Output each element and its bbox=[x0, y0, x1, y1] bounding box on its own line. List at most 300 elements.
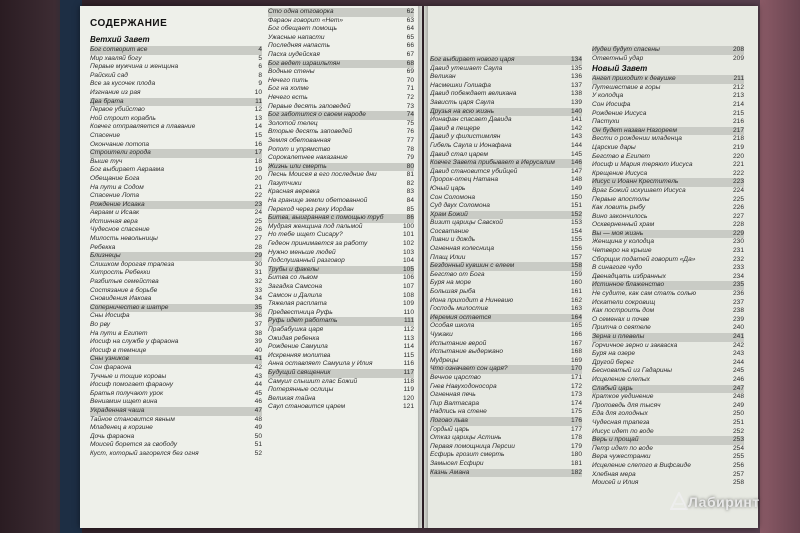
toc-entry-title: Последняя напасть bbox=[268, 42, 330, 50]
toc-entry bbox=[430, 469, 582, 478]
toc-entry-page: 68 bbox=[406, 59, 414, 67]
toc-entry-title: Испытание верой bbox=[430, 339, 487, 347]
toc-entry-page: 227 bbox=[732, 212, 744, 220]
toc-entry bbox=[592, 178, 744, 187]
toc-entry-title: Пророк-отец Натана bbox=[430, 176, 498, 184]
toc-entry-page: 134 bbox=[570, 56, 582, 63]
toc-entry-title: Зависть царя Саула bbox=[430, 98, 495, 106]
toc-entry-page: 234 bbox=[732, 272, 744, 280]
toc-entry bbox=[592, 419, 744, 428]
toc-entry-page: 159 bbox=[570, 270, 582, 278]
toc-entry bbox=[430, 305, 582, 314]
toc-entry bbox=[90, 433, 262, 442]
toc-entry-title: Загадка Самсона bbox=[268, 283, 323, 290]
toc-entry-page: 171 bbox=[570, 373, 582, 381]
toc-entry-page: 5 bbox=[258, 54, 262, 62]
toc-entry-page: 117 bbox=[403, 368, 414, 376]
toc-entry-page: 211 bbox=[733, 75, 744, 83]
toc-entry-page: 217 bbox=[732, 126, 744, 134]
toc-entry bbox=[592, 221, 744, 230]
toc-entry bbox=[90, 364, 262, 373]
toc-entry-title: Бог на холме bbox=[268, 85, 309, 93]
toc-entry-page: 50 bbox=[254, 432, 262, 440]
toc-entry-page: 169 bbox=[570, 356, 582, 364]
toc-entry-title: Саул становится царем bbox=[268, 403, 346, 411]
toc-entry-page: 63 bbox=[406, 16, 414, 24]
toc-entry-page: 221 bbox=[732, 161, 744, 169]
toc-entry-page: 149 bbox=[570, 184, 582, 192]
toc-entry bbox=[268, 51, 414, 60]
toc-entry bbox=[430, 125, 582, 134]
toc-entry bbox=[90, 381, 262, 390]
toc-entry-page: 172 bbox=[570, 382, 582, 390]
toc-entry-title: Ответный удар bbox=[592, 54, 644, 62]
toc-entry bbox=[268, 197, 414, 206]
toc-entry bbox=[430, 426, 582, 435]
toc-entry-title: Потерянные ослицы bbox=[268, 386, 334, 394]
toc-entry-title: Не судите, как сам стать солью bbox=[592, 290, 697, 298]
toc-entry-title: Он будет назван Назореем bbox=[592, 126, 678, 134]
toc-entry-page: 249 bbox=[732, 401, 744, 409]
toc-entry-title: Петр идет по воде bbox=[592, 444, 653, 452]
toc-entry-title: Бог сотворит все bbox=[90, 46, 148, 53]
toc-entry-page: 44 bbox=[254, 381, 262, 389]
toc-entry bbox=[268, 128, 414, 137]
toc-entry-title: Краткое уединение bbox=[592, 393, 654, 401]
toc-entry bbox=[90, 201, 262, 210]
toc-entry-page: 112 bbox=[403, 325, 414, 333]
toc-entry bbox=[592, 281, 744, 290]
toc-entry-page: 14 bbox=[254, 123, 262, 131]
toc-entry-title: Исцеление слепого в Вифсаиде bbox=[592, 461, 691, 469]
toc-entry-page: 20 bbox=[254, 174, 262, 182]
toc-entry-title: Давид в пещере bbox=[430, 124, 481, 132]
toc-entry-page: 248 bbox=[732, 393, 744, 401]
toc-entry bbox=[90, 407, 262, 416]
toc-entry-page: 38 bbox=[254, 329, 262, 337]
toc-entry-page: 174 bbox=[570, 399, 582, 407]
toc-entry-title: Сны узников bbox=[90, 355, 129, 363]
toc-entry-title: Трубы и факелы bbox=[268, 265, 319, 273]
toc-entry-title: Сорокалетнее наказание bbox=[268, 154, 348, 162]
toc-entry-page: 224 bbox=[732, 186, 744, 194]
toc-entry-title: Замысел Есфири bbox=[430, 459, 484, 467]
toc-entry-title: Песнь Моисея в его последние дни bbox=[268, 171, 377, 179]
toc-entry-page: 151 bbox=[570, 202, 582, 210]
toc-entry bbox=[268, 103, 414, 112]
toc-entry bbox=[90, 89, 262, 98]
toc-entry bbox=[430, 460, 582, 469]
toc-entry-title: Первое убийство bbox=[90, 106, 145, 114]
toc-entry-page: 81 bbox=[406, 171, 414, 179]
toc-entry bbox=[268, 206, 414, 215]
toc-entry-page: 140 bbox=[570, 107, 582, 115]
toc-entry-page: 240 bbox=[732, 324, 744, 332]
toc-entry-page: 47 bbox=[254, 406, 262, 414]
toc-entry-title: Сто одна отговорка bbox=[268, 8, 334, 15]
toc-entry-page: 150 bbox=[570, 193, 582, 201]
toc-entry-title: Давид у филистимлян bbox=[430, 133, 501, 141]
toc-entry bbox=[268, 335, 414, 344]
toc-entry-title: Огненная печь bbox=[430, 391, 476, 399]
toc-entry-page: 254 bbox=[732, 444, 744, 452]
toc-entry-page: 222 bbox=[732, 169, 744, 177]
toc-entry-title: Как построить дом bbox=[592, 307, 655, 315]
toc-entry-title: Соперничество в шатре bbox=[90, 303, 169, 311]
toc-entry bbox=[592, 84, 744, 93]
toc-entry-title: Бог выбирает нового царя bbox=[430, 56, 515, 63]
toc-entry-title: Бог выбирает Авраама bbox=[90, 166, 164, 174]
toc-entry-page: 228 bbox=[732, 221, 744, 229]
toc-entry bbox=[430, 211, 582, 220]
toc-entry-page: 76 bbox=[406, 128, 414, 136]
book-gutter-shadow bbox=[418, 6, 428, 528]
toc-entry bbox=[592, 135, 744, 144]
toc-entry-title: Иосиф в темнице bbox=[90, 346, 147, 354]
toc-entry bbox=[268, 257, 414, 266]
toc-entry-page: 77 bbox=[406, 136, 414, 144]
labyrinth-logo-icon bbox=[670, 492, 688, 510]
toc-entry-title: Суд двух Соломона bbox=[430, 202, 490, 210]
toc-entry bbox=[90, 312, 262, 321]
toc-entry bbox=[592, 256, 744, 265]
toc-entry-page: 83 bbox=[406, 188, 414, 196]
toc-entry-title: Близнецы bbox=[90, 252, 121, 260]
toc-entry-page: 208 bbox=[732, 46, 744, 53]
toc-entry-title: Красная веревка bbox=[268, 188, 320, 196]
toc-entry-title: Вечное царство bbox=[430, 373, 481, 381]
toc-entry-title: Рождение Исаака bbox=[90, 200, 145, 208]
toc-entry bbox=[430, 194, 582, 203]
toc-entry-page: 144 bbox=[570, 141, 582, 149]
toc-entry bbox=[592, 445, 744, 454]
toc-entry-title: Храм Божий bbox=[430, 210, 468, 218]
toc-entry-page: 141 bbox=[570, 116, 582, 124]
toc-entry bbox=[592, 75, 744, 84]
toc-entry-page: 173 bbox=[570, 391, 582, 399]
toc-entry bbox=[268, 231, 414, 240]
toc-entry-title: Пасха иудейская bbox=[268, 50, 320, 58]
toc-entry-page: 220 bbox=[732, 152, 744, 160]
toc-entry-title: Оскверненный храм bbox=[592, 221, 655, 229]
toc-entry-title: Состязание в борьбе bbox=[90, 286, 158, 294]
toc-entry bbox=[90, 123, 262, 132]
toc-entry-page: 239 bbox=[732, 315, 744, 323]
toc-entry-title: Ребекка bbox=[90, 243, 116, 251]
toc-entry-title: Великан bbox=[430, 73, 456, 81]
toc-entry-title: У колодца bbox=[592, 92, 624, 100]
toc-entry-page: 247 bbox=[732, 384, 744, 392]
toc-entry-page: 177 bbox=[570, 425, 582, 433]
toc-entry bbox=[90, 390, 262, 399]
toc-entry bbox=[430, 176, 582, 185]
toc-entry bbox=[90, 355, 262, 364]
toc-entry bbox=[268, 111, 414, 120]
toc-entry-page: 142 bbox=[570, 124, 582, 132]
toc-entry-title: Прабабушка царя bbox=[268, 325, 324, 333]
toc-entry bbox=[592, 170, 744, 179]
toc-entry bbox=[430, 99, 582, 108]
toc-entry bbox=[90, 252, 262, 261]
toc-entry-page: 105 bbox=[402, 265, 414, 273]
toc-entry-page: 10 bbox=[254, 88, 262, 96]
toc-entry bbox=[90, 184, 262, 193]
toc-entry-title: Вы — моя жизнь bbox=[592, 229, 644, 237]
toc-entry bbox=[430, 417, 582, 426]
toc-entry-title: Золотой телец bbox=[268, 119, 318, 127]
toc-entry bbox=[430, 365, 582, 374]
toc-entry bbox=[430, 168, 582, 177]
right-column-1 bbox=[430, 56, 582, 477]
toc-entry bbox=[268, 163, 414, 172]
toc-entry-page: 84 bbox=[406, 197, 414, 205]
toc-entry bbox=[268, 137, 414, 146]
toc-entry bbox=[592, 247, 744, 256]
toc-entry-title: Первые десять заповедей bbox=[268, 102, 351, 110]
toc-entry-title: Проповедь для тысяч bbox=[592, 401, 661, 409]
toc-entry-page: 116 bbox=[403, 360, 414, 368]
toc-entry-page: 167 bbox=[570, 339, 582, 347]
toc-entry-title: Иисус идет по воде bbox=[592, 427, 654, 435]
toc-entry-page: 182 bbox=[570, 468, 582, 476]
toc-entry-title: Бездонный кувшин с елеем bbox=[430, 262, 515, 270]
toc-entry bbox=[592, 144, 744, 153]
toc-entry-page: 164 bbox=[570, 313, 582, 321]
toc-entry-page: 162 bbox=[570, 296, 582, 304]
toc-entry-title: Надпись на стене bbox=[430, 408, 487, 416]
toc-entry bbox=[430, 245, 582, 254]
toc-entry bbox=[430, 348, 582, 357]
toc-entry-title: Авраам и Исаак bbox=[90, 209, 140, 217]
toc-entry bbox=[592, 92, 744, 101]
toc-entry-page: 6 bbox=[258, 63, 262, 71]
toc-entry-title: Куст, который загорелся без огня bbox=[90, 449, 199, 457]
toc-entry bbox=[430, 73, 582, 82]
toc-entry-title: Чужаки bbox=[430, 331, 453, 338]
toc-entry-page: 107 bbox=[402, 283, 414, 290]
toc-entry bbox=[90, 141, 262, 150]
toc-entry bbox=[268, 171, 414, 180]
toc-entry-page: 51 bbox=[254, 441, 262, 449]
toc-entry bbox=[592, 46, 744, 55]
toc-entry bbox=[430, 65, 582, 74]
toc-entry bbox=[592, 213, 744, 222]
toc-entry-page: 109 bbox=[402, 300, 414, 308]
toc-entry bbox=[592, 402, 744, 411]
toc-entry bbox=[268, 180, 414, 189]
toc-entry bbox=[90, 218, 262, 227]
toc-entry-page: 179 bbox=[570, 442, 582, 450]
toc-entry bbox=[268, 146, 414, 155]
toc-entry bbox=[90, 441, 262, 450]
toc-entry bbox=[430, 279, 582, 288]
toc-entry bbox=[430, 322, 582, 331]
toc-entry bbox=[592, 307, 744, 316]
toc-entry-page: 241 bbox=[732, 333, 744, 340]
toc-entry-page: 237 bbox=[732, 298, 744, 306]
toc-entry-page: 146 bbox=[570, 159, 582, 167]
toc-entry-title: Дочь фараона bbox=[90, 432, 135, 440]
toc-entry bbox=[592, 367, 744, 376]
toc-entry-page: 246 bbox=[732, 375, 744, 383]
toc-entry-page: 156 bbox=[570, 245, 582, 253]
toc-entry bbox=[268, 386, 414, 395]
toc-entry-page: 257 bbox=[732, 470, 744, 478]
toc-entry bbox=[90, 226, 262, 235]
toc-entry-title: Давид стал царем bbox=[430, 150, 489, 158]
toc-entry bbox=[268, 240, 414, 249]
toc-entry bbox=[268, 85, 414, 94]
toc-entry-page: 26 bbox=[254, 226, 262, 234]
toc-entry bbox=[268, 378, 414, 387]
toc-entry-title: Сны Иосифа bbox=[90, 312, 130, 320]
toc-entry-page: 62 bbox=[406, 8, 414, 15]
toc-entry-page: 135 bbox=[570, 64, 582, 72]
toc-entry bbox=[268, 68, 414, 77]
toc-entry-title: Враг Божий искушает Иисуса bbox=[592, 186, 686, 194]
toc-entry-title: Иеремия остается bbox=[430, 313, 492, 321]
toc-entry-title: Сосватание bbox=[430, 227, 469, 235]
toc-entry-page: 16 bbox=[254, 140, 262, 148]
toc-entry bbox=[592, 350, 744, 359]
toc-entry-title: Вера чужестранки bbox=[592, 453, 651, 461]
toc-entry-title: Господь милостив bbox=[430, 305, 488, 313]
toc-entry-page: 48 bbox=[254, 415, 262, 423]
toc-entry-title: Чудесное спасение bbox=[90, 226, 150, 234]
toc-entry-title: Будущий священник bbox=[268, 368, 331, 376]
toc-entry bbox=[430, 297, 582, 306]
toc-entry-title: Иона приходит в Ниневию bbox=[430, 296, 514, 304]
toc-entry-page: 35 bbox=[254, 303, 262, 311]
toc-entry bbox=[268, 249, 414, 258]
toc-entry-page: 31 bbox=[254, 269, 262, 277]
toc-entry bbox=[430, 142, 582, 151]
toc-entry-page: 71 bbox=[406, 85, 414, 93]
toc-entry bbox=[90, 424, 262, 433]
toc-entry-title: Хитрость Ребекки bbox=[90, 269, 151, 277]
toc-entry bbox=[430, 271, 582, 280]
toc-entry bbox=[90, 55, 262, 64]
toc-entry-title: Выше туч bbox=[90, 157, 123, 165]
toc-entry bbox=[592, 462, 744, 471]
toc-entry-title: Милость невольницы bbox=[90, 235, 158, 243]
left-column-2 bbox=[268, 8, 414, 412]
toc-entry-page: 212 bbox=[732, 83, 744, 91]
toc-entry-page: 145 bbox=[570, 150, 582, 158]
right-page bbox=[424, 6, 758, 528]
toc-entry bbox=[268, 343, 414, 352]
toc-entry-title: Вино закончилось bbox=[592, 212, 648, 220]
left-page bbox=[80, 6, 422, 528]
toc-entry-title: Вторые десять заповедей bbox=[268, 128, 353, 136]
toc-entry bbox=[592, 385, 744, 394]
toc-entry bbox=[592, 110, 744, 119]
toc-entry-page: 233 bbox=[732, 264, 744, 272]
toc-entry-page: 45 bbox=[254, 389, 262, 397]
toc-entry bbox=[592, 479, 744, 488]
toc-entry-page: 67 bbox=[406, 50, 414, 58]
toc-entry-title: Руфь идет работать bbox=[268, 317, 338, 325]
toc-entry-page: 69 bbox=[406, 68, 414, 76]
toc-entry-page: 75 bbox=[406, 119, 414, 127]
toc-entry bbox=[268, 8, 414, 17]
toc-entry-page: 147 bbox=[570, 167, 582, 175]
toc-entry bbox=[90, 46, 262, 55]
toc-entry-title: Мудрая женщина под пальмой bbox=[268, 222, 363, 230]
toc-entry-title: Нечего пить bbox=[268, 76, 309, 84]
toc-entry-title: Друзья на всю жизнь bbox=[430, 107, 495, 115]
toc-entry-page: 85 bbox=[406, 205, 414, 213]
toc-entry-title: Женщина у колодца bbox=[592, 238, 655, 246]
toc-entry-page: 255 bbox=[732, 453, 744, 461]
toc-entry bbox=[592, 410, 744, 419]
toc-entry bbox=[592, 436, 744, 445]
toc-entry bbox=[592, 376, 744, 385]
section-heading-old-testament: Ветхий Завет bbox=[90, 35, 150, 44]
toc-entry-title: Юный царь bbox=[430, 184, 466, 192]
toc-entry bbox=[430, 434, 582, 443]
toc-entry-title: Бесноватый из Гадарины bbox=[592, 367, 673, 375]
toc-entry-page: 120 bbox=[402, 394, 414, 402]
toc-entry bbox=[430, 331, 582, 340]
toc-entry-page: 27 bbox=[254, 235, 262, 243]
toc-entry-page: 256 bbox=[732, 461, 744, 469]
toc-entry-title: Ионафан спасает Давида bbox=[430, 116, 512, 124]
toc-entry-page: 15 bbox=[254, 131, 262, 139]
toc-entry-title: Верь и прощай bbox=[592, 436, 639, 444]
toc-entry-page: 216 bbox=[732, 118, 744, 126]
toc-entry-title: Моисей и Илия bbox=[592, 479, 639, 487]
toc-entry bbox=[90, 295, 262, 304]
toc-entry bbox=[430, 340, 582, 349]
toc-entry-title: Жизнь или смерть bbox=[268, 162, 327, 170]
toc-entry-title: В синагоге чудо bbox=[592, 264, 643, 272]
toc-entry-title: Ангел приходит к девушке bbox=[592, 75, 676, 83]
toc-entry-title: На границе земли обетованной bbox=[268, 197, 368, 205]
toc-entry-page: 28 bbox=[254, 243, 262, 251]
toc-entry-title: Давид становится убийцей bbox=[430, 167, 518, 175]
toc-entry bbox=[90, 398, 262, 407]
toc-entry bbox=[268, 317, 414, 326]
toc-entry-page: 104 bbox=[402, 257, 414, 265]
toc-entry-title: Иосиф и Мария теряют Иисуса bbox=[592, 161, 693, 169]
toc-entry-title: Строители города bbox=[90, 149, 151, 157]
toc-entry bbox=[90, 287, 262, 296]
toc-entry-title: Бегство в Египет bbox=[592, 152, 651, 160]
toc-entry-title: Во рву bbox=[90, 321, 111, 328]
toc-entry bbox=[268, 120, 414, 129]
toc-entry bbox=[90, 158, 262, 167]
contents-heading: СОДЕРЖАНИЕ bbox=[90, 18, 168, 29]
toc-entry bbox=[268, 274, 414, 283]
toc-entry-page: 9 bbox=[258, 80, 262, 88]
toc-entry-title: Иисус и Иоанн Креститель bbox=[592, 178, 679, 186]
toc-entry-page: 243 bbox=[732, 350, 744, 358]
toc-entry-title: Гедеон принимается за работу bbox=[268, 240, 368, 248]
toc-entry-title: Двенадцать избранных bbox=[592, 272, 666, 280]
toc-entry-title: Разбитые семейства bbox=[90, 278, 159, 286]
toc-entry bbox=[430, 374, 582, 383]
toc-entry-page: 158 bbox=[570, 262, 582, 270]
toc-entry-page: 106 bbox=[402, 274, 414, 282]
toc-entry-title: Рождение Самуила bbox=[268, 343, 328, 351]
toc-entry-title: Ожидая ребенка bbox=[268, 334, 320, 342]
toc-entry-page: 49 bbox=[254, 424, 262, 432]
toc-entry-title: Иосиф помогает фараону bbox=[90, 381, 174, 389]
toc-entry-page: 111 bbox=[403, 317, 414, 325]
toc-entry bbox=[592, 230, 744, 239]
toc-entry bbox=[592, 471, 744, 480]
